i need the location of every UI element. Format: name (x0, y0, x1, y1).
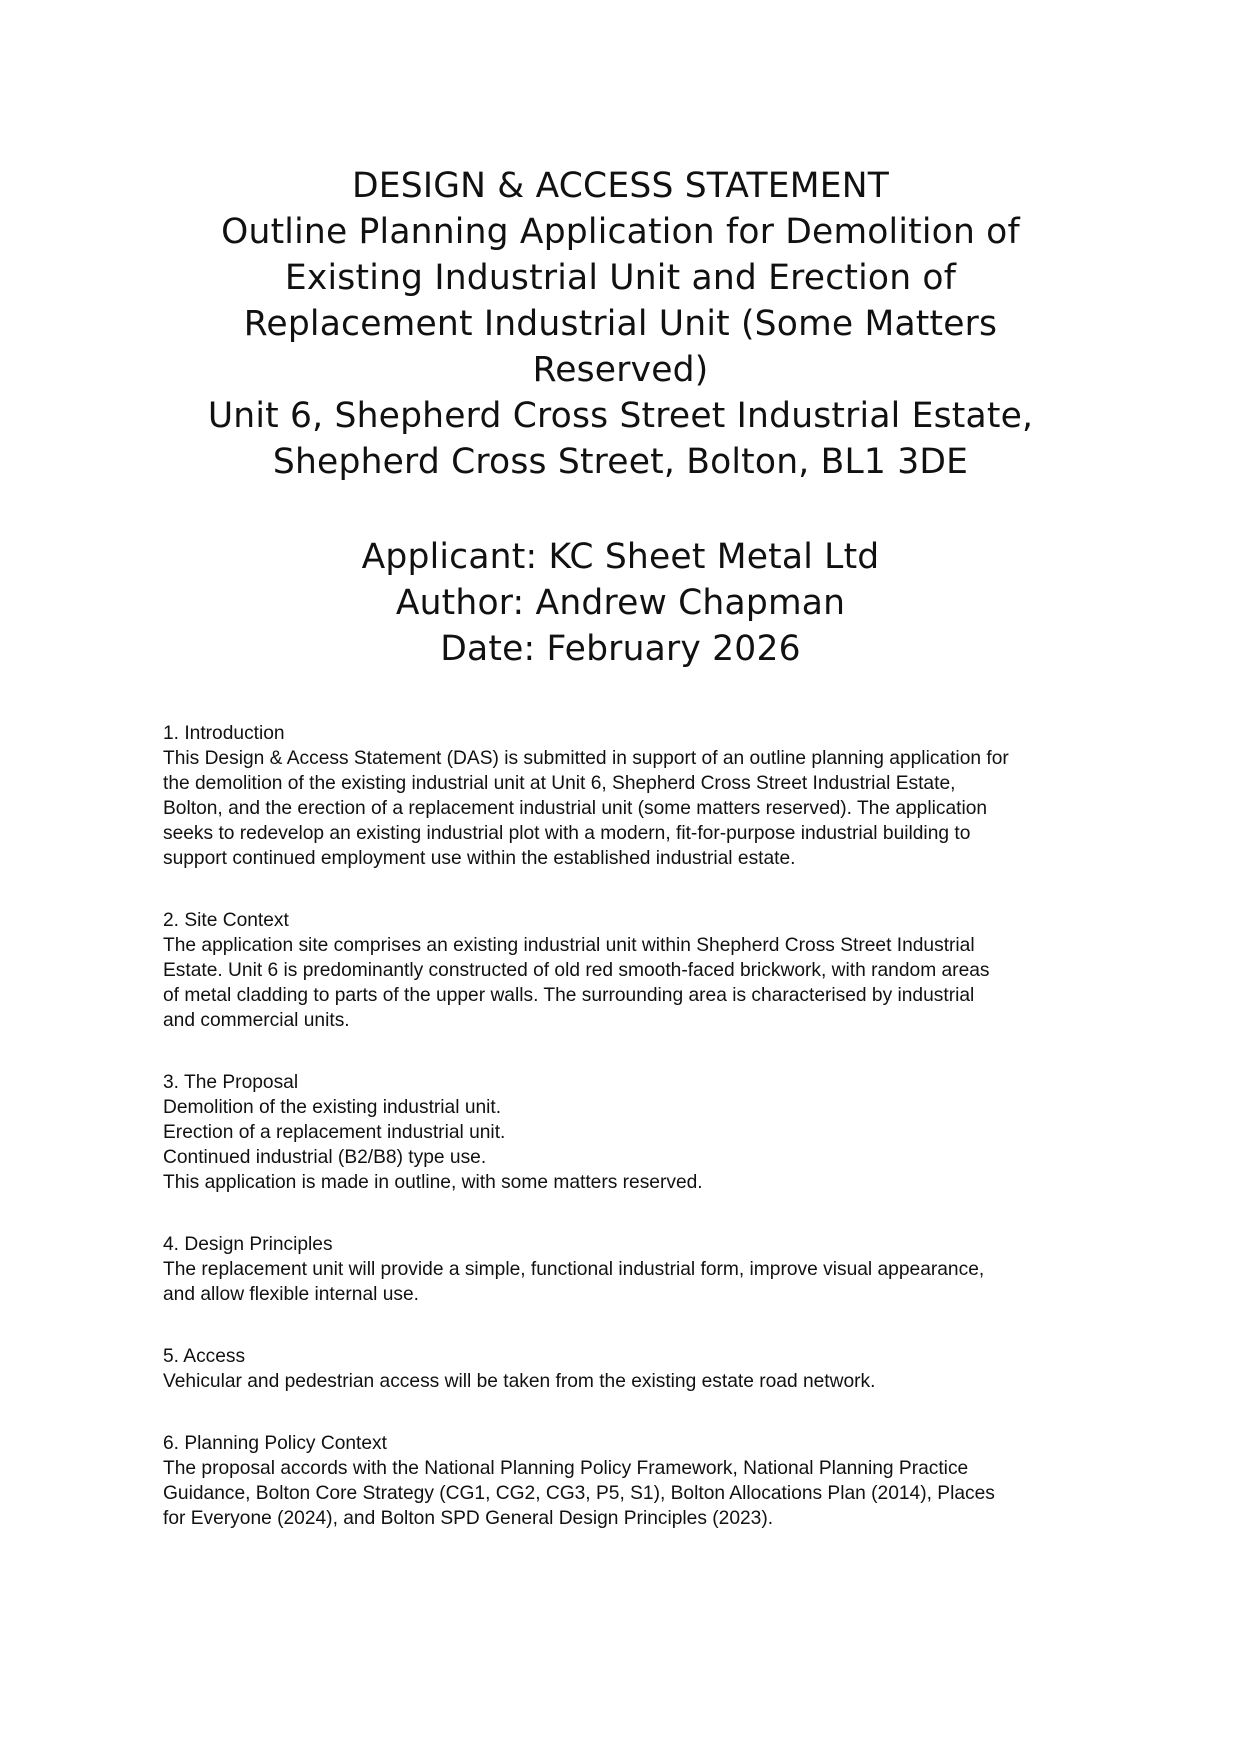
body-line: Demolition of the existing industrial unit. (163, 1097, 502, 1118)
section-access (163, 1344, 1093, 1394)
body-line: support continued employment use within the established industrial estate. (163, 848, 796, 869)
body-line: the demolition of the existing industrial unit at Unit 6, Shepherd Cross Street Industrial Estate, (163, 773, 956, 794)
body-line: Guidance, Bolton Core Strategy (CG1, CG2, CG3, P5, S1), Bolton Allocations Plan (2014), Places (163, 1483, 995, 1504)
section-heading: 2. Site Context (163, 910, 289, 931)
body-line: Continued industrial (B2/B8) type use. (163, 1147, 487, 1168)
date-line: Date: February 2026 (440, 629, 801, 669)
section-heading: 6. Planning Policy Context (163, 1433, 387, 1454)
section-design-principles (163, 1232, 1093, 1307)
body-line: This Design & Access Statement (DAS) is submitted in support of an outline planning application for (163, 748, 1009, 769)
title-line: Replacement Industrial Unit (Some Matters (243, 304, 998, 344)
body-line: The application site comprises an existing industrial unit within Shepherd Cross Street Industrial (163, 935, 975, 956)
title-line: Outline Planning Application for Demolition of (221, 212, 1020, 252)
body-line: of metal cladding to parts of the upper walls. The surrounding area is characterised by industrial (163, 985, 975, 1006)
document-title (130, 163, 1111, 485)
section-heading: 5. Access (163, 1346, 246, 1367)
title-line: Shepherd Cross Street, Bolton, BL1 3DE (272, 442, 969, 482)
section-heading: 4. Design Principles (163, 1234, 333, 1255)
body-line: This application is made in outline, with some matters reserved. (163, 1172, 703, 1193)
author-line: Author: Andrew Chapman (395, 583, 846, 623)
section-the-proposal (163, 1070, 1093, 1195)
section-site-context (163, 908, 1093, 1033)
applicant-line: Applicant: KC Sheet Metal Ltd (361, 537, 880, 577)
section-planning-policy-context (163, 1431, 1093, 1531)
body-line: and allow flexible internal use. (163, 1284, 419, 1305)
title-line: DESIGN & ACCESS STATEMENT (351, 166, 890, 206)
title-line: Unit 6, Shepherd Cross Street Industrial Estate, (207, 396, 1034, 436)
title-line: Reserved) (532, 350, 709, 390)
body-line: Erection of a replacement industrial unit. (163, 1122, 506, 1143)
section-heading: 3. The Proposal (163, 1072, 299, 1093)
document-meta (130, 534, 1111, 672)
title-line: Existing Industrial Unit and Erection of (284, 258, 957, 298)
body-line: for Everyone (2024), and Bolton SPD General Design Principles (2023). (163, 1508, 774, 1529)
body-line: The replacement unit will provide a simple, functional industrial form, improve visual appearance, (163, 1259, 985, 1280)
body-line: Bolton, and the erection of a replacement industrial unit (some matters reserved). The application (163, 798, 988, 819)
body-line: seeks to redevelop an existing industrial plot with a modern, fit-for-purpose industrial building to (163, 823, 971, 844)
body-line: and commercial units. (163, 1010, 350, 1031)
body-line: Vehicular and pedestrian access will be taken from the existing estate road network. (163, 1371, 876, 1392)
section-introduction (163, 721, 1093, 871)
body-line: Estate. Unit 6 is predominantly constructed of old red smooth-faced brickwork, with random areas (163, 960, 990, 981)
section-heading: 1. Introduction (163, 723, 285, 744)
body-line: The proposal accords with the National Planning Policy Framework, National Planning Practice (163, 1458, 969, 1479)
document-body (163, 721, 1093, 1531)
